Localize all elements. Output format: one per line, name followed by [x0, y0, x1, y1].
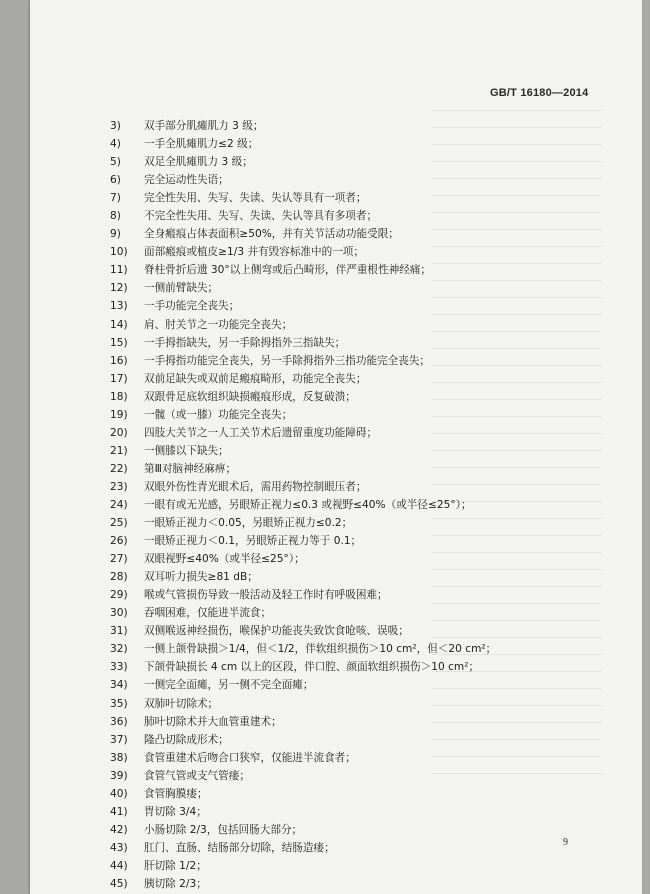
list-item [110, 695, 610, 713]
list-item [110, 803, 610, 821]
item-text: 完全性失用、失写、失读、失认等具有一项者； [144, 192, 367, 205]
list-item [110, 586, 610, 604]
item-number: 27) [110, 553, 128, 566]
item-text: 一侧上颌骨缺损＞1/4，但＜1/2，伴软组织损伤＞10 cm²，但＜20 cm²； [144, 643, 497, 656]
list-item [110, 857, 610, 875]
item-text: 一眼有或无光感，另眼矫正视力≤0.3 或视野≤40%（或半径≤25°）； [144, 498, 472, 511]
item-text: 双前足缺失或双前足瘢痕畸形，功能完全丧失； [144, 372, 367, 385]
list-item [110, 785, 610, 803]
item-text: 隆凸切除成形术； [144, 733, 229, 746]
list-item [110, 514, 610, 532]
item-number: 25) [110, 517, 128, 530]
item-text: 第Ⅲ对脑神经麻痹； [144, 462, 237, 475]
standard-code: GB/T 16180—2014 [490, 87, 589, 99]
list-item [110, 279, 610, 297]
item-number: 13) [110, 300, 128, 313]
item-number: 34) [110, 679, 128, 692]
item-text: 胰切除 2/3； [144, 877, 207, 890]
item-text: 双足全肌瘫肌力 3 级； [144, 156, 253, 169]
list-item [110, 243, 610, 261]
item-text: 双眼外伤性青光眼术后，需用药物控制眼压者； [144, 480, 367, 493]
item-number: 41) [110, 805, 128, 818]
list-item [110, 713, 610, 731]
list-item [110, 749, 610, 767]
item-text: 四肢大关节之一人工关节术后遗留重度功能障碍； [144, 426, 378, 439]
list-item [110, 297, 610, 315]
item-number: 17) [110, 372, 128, 385]
item-text: 食管胸膜瘘； [144, 787, 208, 800]
item-text: 完全运动性失语； [144, 174, 229, 187]
list-item [110, 604, 610, 622]
item-number: 11) [110, 264, 128, 277]
list-item [110, 496, 610, 514]
item-text: 脊柱骨折后遗 30°以上侧弯或后凸畸形，伴严重根性神经痛； [144, 264, 431, 277]
item-text: 喉或气管损伤导致一般活动及轻工作时有呼吸困难； [144, 589, 388, 602]
item-number: 15) [110, 336, 128, 349]
list-item [110, 388, 610, 406]
list-item [110, 821, 610, 839]
list-item [110, 532, 610, 550]
list-item [110, 189, 610, 207]
item-number: 12) [110, 282, 128, 295]
item-number: 18) [110, 390, 128, 403]
list-item [110, 658, 610, 676]
item-text: 双手部分肌瘫肌力 3 级； [144, 120, 264, 132]
list-item [110, 442, 610, 460]
item-number: 33) [110, 661, 128, 674]
item-text: 一髋（或一膝）功能完全丧失； [144, 408, 293, 421]
item-text: 一手功能完全丧失； [144, 300, 240, 313]
item-text: 下颌骨缺损长 4 cm 以上的区段，伴口腔、颜面软组织损伤＞10 cm²； [144, 661, 480, 674]
item-text: 小肠切除 2/3，包括回肠大部分； [144, 823, 303, 836]
list-item [110, 875, 610, 893]
item-text: 一手拇指缺失，另一手除拇指外三指缺失； [144, 336, 346, 349]
list-item [110, 370, 610, 388]
item-number: 28) [110, 571, 128, 584]
item-number: 16) [110, 354, 128, 367]
item-text: 一手全肌瘫肌力≤2 级； [144, 138, 259, 151]
list-item [110, 731, 610, 749]
item-number: 37) [110, 733, 128, 746]
list-item [110, 406, 610, 424]
list-item [110, 460, 610, 478]
item-text: 吞咽困难，仅能进半流食； [144, 607, 272, 620]
item-text: 一手拇指功能完全丧失，另一手除拇指外三指功能完全丧失； [144, 354, 431, 367]
item-text: 一眼矫正视力＜0.1，另眼矫正视力等于 0.1； [144, 535, 362, 548]
item-text: 一眼矫正视力＜0.05，另眼矫正视力≤0.2； [144, 517, 353, 530]
list-item [110, 153, 610, 171]
item-text: 一侧完全面瘫，另一侧不完全面瘫； [144, 679, 314, 692]
item-number: 36) [110, 715, 128, 728]
item-number: 19) [110, 408, 128, 421]
item-number: 23) [110, 480, 128, 493]
item-number: 26) [110, 535, 128, 548]
item-number: 10) [110, 246, 128, 259]
item-number: 39) [110, 769, 128, 782]
list-item [110, 550, 610, 568]
item-number: 32) [110, 643, 128, 656]
item-text: 双眼视野≤40%（或半径≤25°）； [144, 553, 305, 566]
item-text: 不完全性失用、失写、失读、失认等具有多项者； [144, 210, 378, 223]
item-number: 6) [110, 174, 121, 187]
item-number: 3) [110, 120, 121, 132]
item-number: 35) [110, 697, 128, 710]
item-number: 40) [110, 787, 128, 800]
item-number: 44) [110, 859, 128, 872]
item-number: 42) [110, 823, 128, 836]
item-text: 双耳听力损失≥81 dB； [144, 571, 258, 584]
item-number: 7) [110, 192, 121, 205]
item-number: 29) [110, 589, 128, 602]
item-number: 20) [110, 426, 128, 439]
item-number: 24) [110, 498, 128, 511]
item-text: 肩、肘关节之一功能完全丧失； [144, 318, 293, 331]
item-number: 38) [110, 751, 128, 764]
list-item [110, 839, 610, 857]
item-text: 全身瘢痕占体表面积≥50%，并有关节活动功能受限； [144, 228, 399, 241]
item-number: 4) [110, 138, 121, 151]
item-text: 肺叶切除术并大血管重建术； [144, 715, 282, 728]
list-item [110, 767, 610, 785]
disability-item-list [110, 117, 610, 893]
list-item [110, 424, 610, 442]
list-item [110, 261, 610, 279]
list-item [110, 207, 610, 225]
item-number: 5) [110, 156, 121, 169]
item-number: 30) [110, 607, 128, 620]
item-number: 31) [110, 625, 128, 638]
list-item [110, 676, 610, 694]
item-text: 双跟骨足底软组织缺损瘢痕形成，反复破溃； [144, 390, 356, 403]
item-text: 肛门、直肠、结肠部分切除，结肠造瘘； [144, 841, 335, 854]
item-number: 21) [110, 444, 128, 457]
item-text: 双侧喉返神经损伤，喉保护功能丧失致饮食呛咳、误吸； [144, 625, 409, 638]
item-text: 食管重建术后吻合口狭窄，仅能进半流食者； [144, 751, 356, 764]
list-item [110, 171, 610, 189]
list-item [110, 316, 610, 334]
item-text: 食管气管或支气管瘘； [144, 769, 250, 782]
list-item [110, 225, 610, 243]
item-number: 43) [110, 841, 128, 854]
list-item [110, 478, 610, 496]
list-item [110, 135, 610, 153]
item-text: 一侧前臂缺失； [144, 282, 219, 295]
item-text: 双肺叶切除术； [144, 697, 219, 710]
item-number: 14) [110, 318, 128, 331]
item-text: 一侧膝以下缺失； [144, 444, 229, 457]
item-text: 肝切除 1/2； [144, 859, 207, 872]
list-item [110, 640, 610, 658]
item-number: 9) [110, 228, 121, 241]
list-item [110, 568, 610, 586]
item-number: 8) [110, 210, 121, 223]
item-text: 面部瘢痕或植皮≥1/3 并有毁容标准中的一项； [144, 246, 364, 259]
list-item [110, 352, 610, 370]
list-item [110, 117, 610, 135]
item-number: 22) [110, 462, 128, 475]
list-item [110, 622, 610, 640]
item-number: 45) [110, 877, 128, 890]
list-item [110, 334, 610, 352]
item-text: 胃切除 3/4； [144, 805, 207, 818]
page-number: 9 [563, 837, 568, 848]
